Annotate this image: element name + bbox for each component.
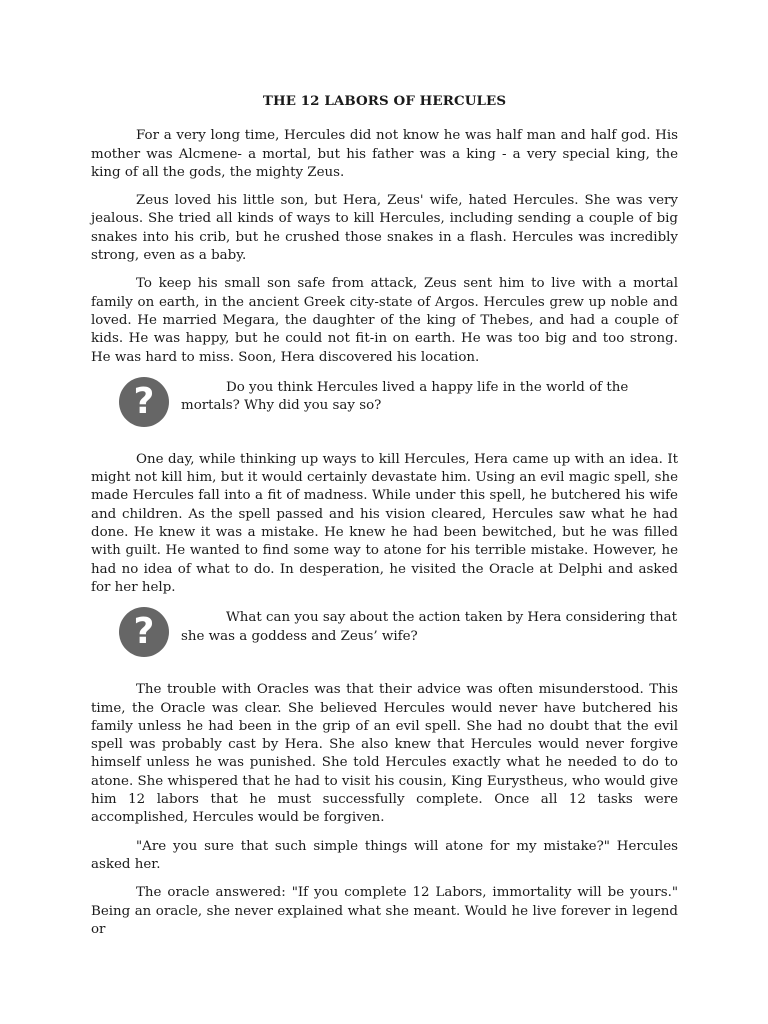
question-mark-icon: ? [119,607,169,657]
paragraph: One day, while thinking up ways to kill Hercules, Hera came up with an idea. It might not kill him, but it would certainly devastate him. Using an evil magic spell, she made Hercules fall into a fit of madness. While under this spell, he butchered his wife and children. As the spell passed and his vision cleared, Hercules saw what he had done. He knew it was a mistake. He knew he had been bewitched, but he was filled with guilt. He wanted to find some way to atone for his terrible mistake. However, he had no idea of what to do. In desperation, he visited the Oracle at Delphi and asked for her help. [91,451,678,595]
paragraph: The trouble with Oracles was that their advice was often misunderstood. This time, the Oracle was clear. She believed Hercules would never have butchered his family unless he had been in the grip of an evil spell. She had no doubt that the evil spell was probably cast by Hera. She also knew that Hercules would never forgive himself unless he was punished. She told Hercules exactly what he needed to do to atone. She whispered that he had to visit his cousin, King Eurystheus, who would give him 12 labors that he must successfully complete. Once all 12 tasks were accomplished, Hercules would be forgiven. [91,682,678,826]
question-text: Do you think Hercules lived a happy life in the world of the mortals? Why did you say so? [181,379,629,414]
paragraph: For a very long time, Hercules did not know he was half man and half god. His mother was Alcmene- a mortal, but his father was a king - a very special king, the king of all the gods, the mighty Zeus. [91,128,678,180]
document-page [91,92,678,949]
document-title: THE 12 LABORS OF HERCULES [262,93,507,109]
question-box [91,377,678,437]
question-mark-icon: ? [119,377,169,427]
paragraph: Zeus loved his little son, but Hera, Zeus' wife, hated Hercules. She was very jealous. She tried all kinds of ways to kill Hercules, including sending a couple of big snakes into his crib, but he crushed those snakes in a flash. Hercules was incredibly strong, even as a baby. [91,193,678,264]
paragraph: The oracle answered: "If you complete 12 Labors, immortality will be yours." Being an oracle, she never explained what she meant. Would he live forever in legend or [91,885,678,937]
question-box [91,607,678,667]
question-text: What can you say about the action taken by Hera considering that she was a goddess and Zeus’ wife? [181,610,677,644]
paragraph: "Are you sure that such simple things will atone for my mistake?" Hercules asked her. [91,838,678,872]
paragraph: To keep his small son safe from attack, Zeus sent him to live with a mortal family on earth, in the ancient Greek city-state of Argos. Hercules grew up noble and loved. He married Megara, the daughter of the king of Thebes, and had a couple of kids. He was happy, but he could not fit-in on earth. He was too big and too strong. He was hard to miss. Soon, Hera discovered his location. [91,276,678,365]
